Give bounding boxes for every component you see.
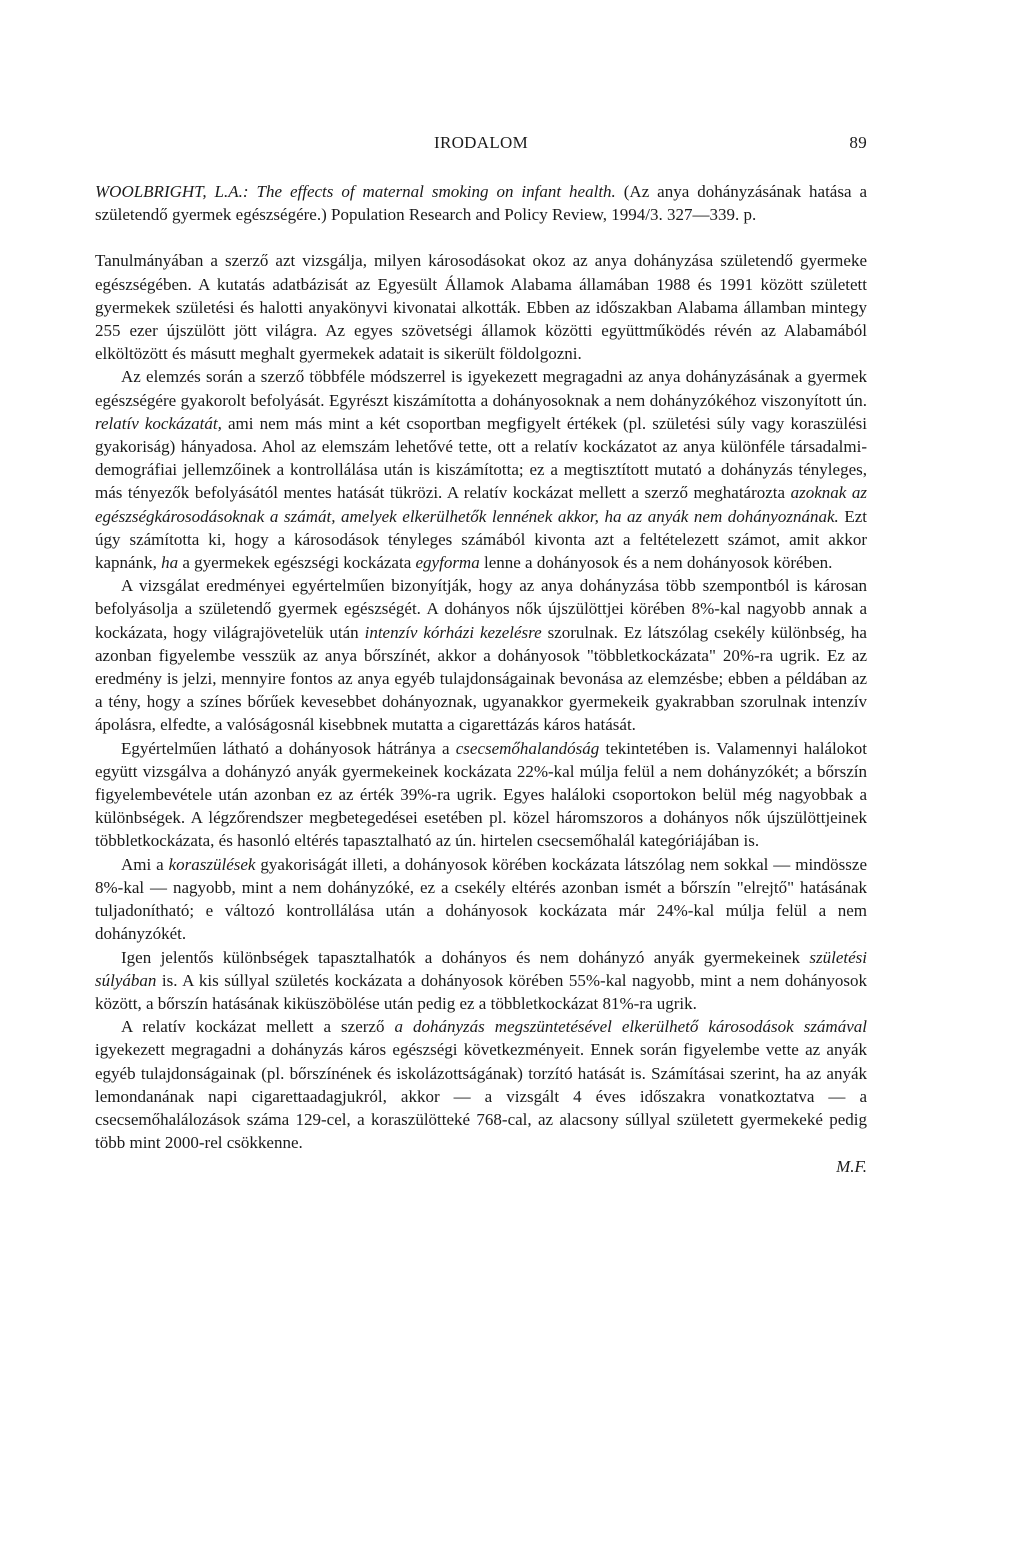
p2-text-c: Ezt úgy számította ki, hogy a károsodások tényleges számából kivonta azt a feltételezett számot, amit akkor kapnánk,	[95, 506, 867, 573]
p2-text-d: a gyermekek egészségi kockázata	[178, 553, 416, 573]
section-title: IRODALOM	[433, 133, 528, 152]
paragraph-5	[95, 853, 867, 946]
p7-text-b: igyekezett megragadni a dohányzás káros egészségi következményeit. Ennek során figyelembe vette az anyák egyéb tulajdonságainak (pl. bőrszínének és iskolázottságának) torzító hatását is. Számításai szerint, ha az anyák lemondanának napi cigarettaadagjukról, akkor — a vizsgált 4 éves időszakra vonatkoztatva — a csecsemőhalálozások száma 129-cel, a koraszülötteké 768-cal, az alacsony súllyal született gyermekeké pedig több mint 2000-rel csökkenne.	[95, 1040, 867, 1153]
p2-text-b: ami nem más mint a két csoportban megfigyelt értékek (pl. születési súly vagy koraszülési gyakoriság) hányadosa. Ahol az elemszám lehetővé tette, ott a relatív kockázatot az anya különféle társadalmi-demográfiai jellemzőinek a kontrollálása után is kiszámította; ez a megtisztított mutató a dohányzás tényleges, más tényezők befolyásától mentes hatását tükrözi. A relatív kockázat mellett a szerző meghatározta	[95, 413, 867, 503]
paragraph-3	[95, 574, 867, 736]
p2-text-a: Az elemzés során a szerző többféle módszerrel is igyekezett megragadni az anya dohányzásának a gyermek egészségére gyakorolt befolyását. Egyrészt kiszámította a dohányosoknak a nem dohányzókéhoz viszonyított ún.	[95, 367, 867, 410]
reference-author: WOOLBRIGHT, L.A.:	[95, 182, 249, 201]
p2-emphasis-1: relatív kockázatát,	[95, 413, 222, 433]
p4-text-b: tekintetében is. Valamennyi halálokot együtt vizsgálva a dohányzó anyák gyermekeinek kockázata 22%-kal múlja felül a nem dohányzókét; a bőrszín figyelembevétele után azonban ez az érték 39%-ra ugrik. Egyes haláloki csoportokon belül még nagyobbak a különbségek. A légzőrendszer megbetegedései esetében pl. közel háromszoros a dohányos nők újszülöttjeinek többletkockázata, és hasonló eltérés tapasztalható az ún. hirtelen csecsemőhalál kategóriájában is.	[95, 738, 867, 851]
running-header	[95, 133, 867, 159]
page-number: 89	[849, 133, 867, 152]
p2-emphasis-4: egyforma	[415, 553, 480, 573]
review-body	[95, 180, 867, 1179]
p6-text-a: Igen jelentős különbségek tapasztalhatók a dohányos és nem dohányzó anyák gyermekeinek	[121, 947, 810, 967]
p2-emphasis-2: azoknak az egészségkárosodásoknak a számát, amelyek elkerülhetők lennének akkor, ha az anyák nem dohányoznának.	[95, 483, 867, 526]
p2-text-e: lenne a dohányosok és a nem dohányosok körében.	[479, 553, 833, 573]
p7-emphasis-1: a dohányzás megszüntetésével elkerülhető károsodások számával	[394, 1017, 867, 1037]
paragraph-6	[95, 946, 867, 1016]
p2-emphasis-3: ha	[161, 553, 179, 573]
reference-title: The effects of maternal smoking on infant health.	[256, 182, 616, 201]
reviewer-signature: M.F.	[836, 1157, 867, 1177]
p6-emphasis-1: születési súlyában	[95, 947, 867, 990]
paragraph-1: Tanulmányában a szerző azt vizsgálja, milyen károsodásokat okoz az anya dohányzása születendő gyermeke egészségében. A kutatás adatbázisát az Egyesült Államok Alabama államában 1988 és 1991 között született gyermekek születési és halotti anyakönyvi kivonatai alkották. Ebben az időszakban Alabama államban mintegy 255 ezer újszülött jött világra. Az egyes szövetségi államok közötti együttműködés révén az Alabamából elköltözött és másutt meghalt gyermekek adatait is sikerült földolgozni.	[95, 251, 867, 364]
reference-details: (Az anya dohányzásának hatása a születendő gyermek egészségére.) Population Research and Policy Review, 1994/3. 327—339. p.	[95, 182, 867, 225]
paragraph-4	[95, 737, 867, 853]
p6-text-b: is. A kis súllyal születés kockázata a dohányosok körében 55%-kal nagyobb, mint a nem dohányosok között, a bőrszín hatásának kiküszöbölése után pedig ez a többletkockázat 81%-ra ugrik.	[95, 970, 867, 1013]
p5-text-a: Ami a	[121, 854, 169, 874]
p5-text-b: gyakoriságát illeti, a dohányosok körében kockázata látszólag nem sokkal — mindössze 8%-kal — nagyobb, mint a nem dohányzóké, ez a csekély eltérés azonban ismét a bőrszín "elrejtő" hatásának tuljadonítható; e változó kontrollálása után a dohányosok kockázata már 24%-kal múlja felül a nem dohányzókét.	[95, 854, 867, 944]
p3-text-a: A vizsgálat eredményei egyértelműen bizonyítják, hogy az anya dohányzása több szempontból is károsan befolyásolja a születendő gyermek egészségét. A dohányos nők újszülöttjei körében 8%-kal nagyobb annak a kockázata, hogy világrajövetelük után	[95, 576, 867, 642]
p4-emphasis-1: csecsemőhalandóság	[455, 738, 600, 758]
p5-emphasis-1: koraszülések	[168, 854, 256, 874]
p3-emphasis-1: intenzív kórházi kezelésre	[364, 622, 542, 642]
p4-text-a: Egyértelműen látható a dohányosok hátránya a	[121, 738, 456, 758]
p3-text-b: szorulnak. Ez látszólag csekély különbség, ha azonban figyelembe vesszük az anya bőrszínét, akkor a dohányosok "többletkockázata" 20%-ra ugrik. Ez az eredmény is jelzi, mennyire fontos az anya egyéb tulajdonságainak bevonása az elemzésbe; ebben a példában az a tény, hogy a színes bőrűek kevesebbet dohányoznak, ugyanakkor gyermekeik gyakrabban szorulnak intenzív ápolásra, elfedte, a valóságosnál kisebbnek mutatta a cigarettázás káros hatását.	[95, 622, 867, 735]
p7-text-a: A relatív kockázat mellett a szerző	[121, 1017, 395, 1037]
bibliographic-reference	[95, 180, 867, 226]
paragraph-7	[95, 1015, 867, 1154]
paragraph-2	[95, 365, 867, 574]
